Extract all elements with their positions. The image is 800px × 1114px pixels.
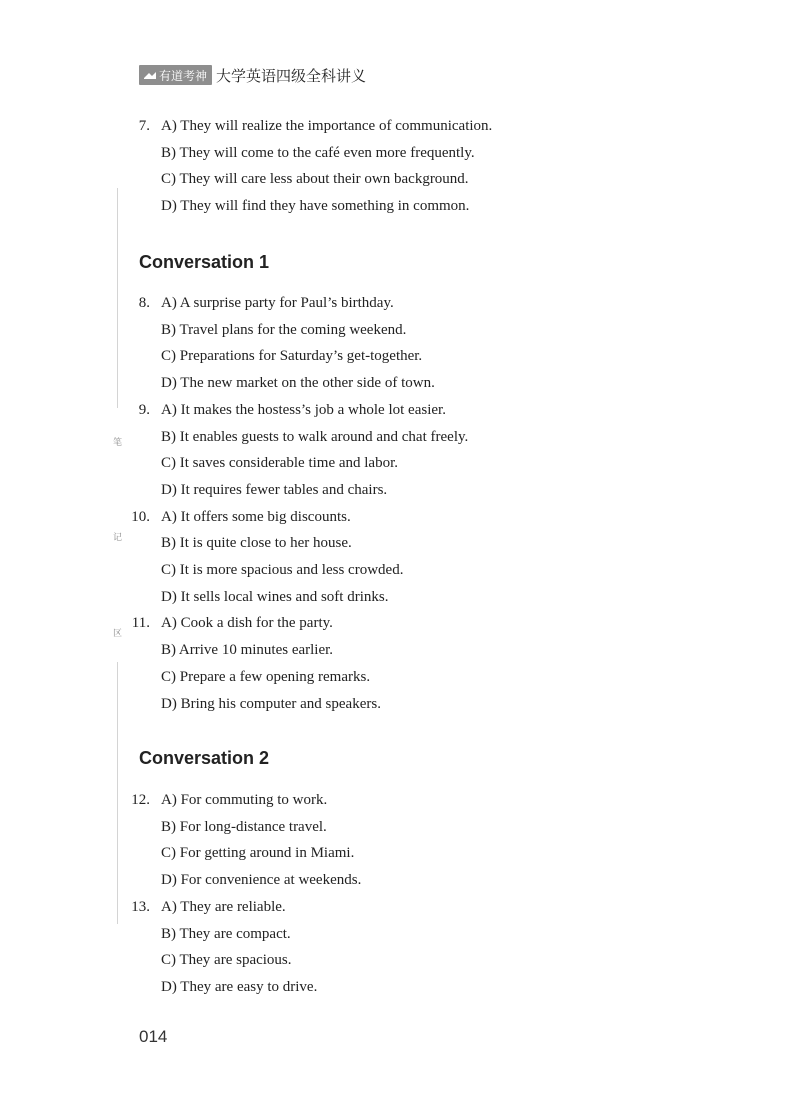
- question-number: 11.: [131, 615, 150, 632]
- answer-option: C) For getting around in Miami.: [161, 845, 355, 862]
- answer-option: A) They are reliable.: [161, 898, 286, 915]
- brand-logo: [139, 65, 212, 85]
- answer-option: D) They will find they have something in common.: [161, 198, 470, 215]
- question-number: 7.: [138, 118, 150, 134]
- book-title: 大学英语四级全科讲义: [216, 66, 367, 85]
- question-number: 10.: [131, 508, 150, 525]
- book-icon: [143, 69, 157, 81]
- margin-note-qu: 区: [113, 629, 123, 639]
- brand-logo-text: 有道考神: [159, 68, 208, 83]
- answer-option: B) It is quite close to her house.: [161, 535, 352, 552]
- answer-option: B) Arrive 10 minutes earlier.: [161, 642, 334, 659]
- answer-option: A) It offers some big discounts.: [161, 508, 351, 525]
- answer-option: B) Travel plans for the coming weekend.: [161, 321, 407, 338]
- question-number: 13.: [131, 898, 150, 915]
- answer-option: A) A surprise party for Paul’s birthday.: [161, 295, 394, 311]
- answer-option: D) They are easy to drive.: [161, 978, 318, 995]
- question-number: 12.: [131, 792, 150, 808]
- margin-note-bi: 笔: [113, 438, 123, 448]
- answer-option: A) For commuting to work.: [161, 792, 328, 808]
- answer-option: B) It enables guests to walk around and chat freely.: [161, 428, 469, 445]
- margin-rule: [117, 188, 118, 408]
- section-heading-conversation-2: Conversation 2: [139, 748, 270, 768]
- answer-option: C) Preparations for Saturday’s get-together.: [161, 348, 423, 365]
- answer-option: D) Bring his computer and speakers.: [161, 695, 381, 712]
- question-number: 8.: [138, 295, 150, 311]
- answer-option: D) It sells local wines and soft drinks.: [161, 588, 389, 605]
- answer-option: B) They will come to the café even more frequently.: [161, 144, 475, 161]
- answer-option: B) They are compact.: [161, 925, 291, 942]
- margin-note-ji: 记: [113, 533, 123, 543]
- answer-option: D) The new market on the other side of town.: [161, 375, 435, 392]
- answer-option: A) They will realize the importance of communication.: [161, 118, 493, 134]
- answer-option: D) It requires fewer tables and chairs.: [161, 481, 388, 498]
- answer-option: C) They will care less about their own background.: [161, 171, 469, 188]
- answer-option: C) They are spacious.: [161, 952, 292, 969]
- page-number: 014: [139, 1027, 168, 1046]
- answer-option: D) For convenience at weekends.: [161, 872, 362, 889]
- question-number: 9.: [138, 401, 150, 418]
- answer-option: C) It saves considerable time and labor.: [161, 455, 399, 472]
- section-heading-conversation-1: Conversation 1: [139, 252, 270, 272]
- margin-rule: [117, 662, 118, 924]
- answer-option: C) Prepare a few opening remarks.: [161, 668, 371, 685]
- answer-option: A) It makes the hostess’s job a whole lot easier.: [161, 401, 446, 418]
- answer-option: A) Cook a dish for the party.: [161, 615, 333, 632]
- page-header: [139, 64, 366, 86]
- answer-option: B) For long-distance travel.: [161, 818, 327, 835]
- answer-option: C) It is more spacious and less crowded.: [161, 562, 404, 578]
